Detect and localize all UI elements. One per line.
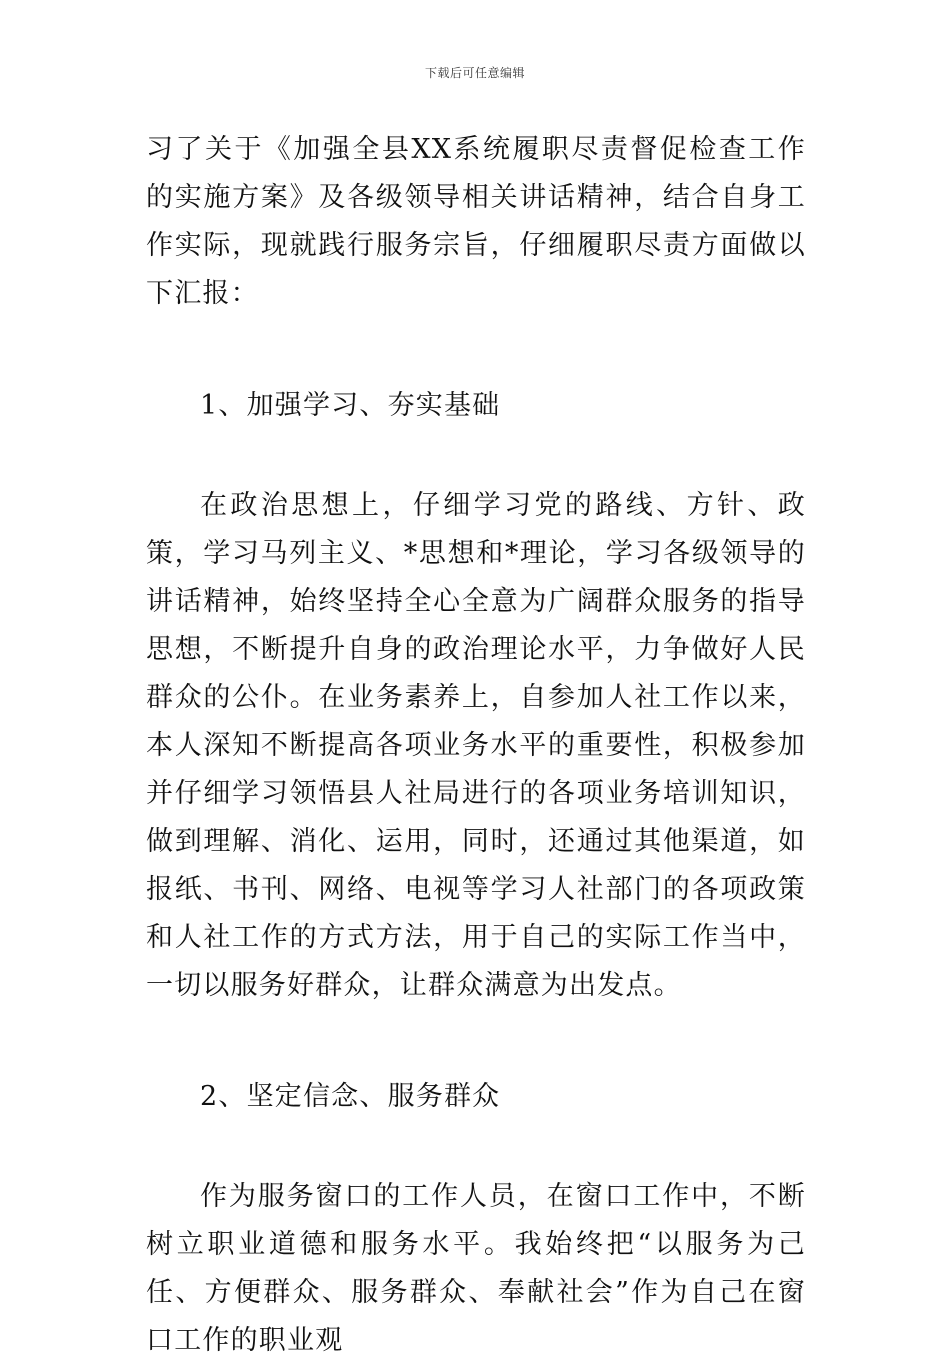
paragraph-spacer	[146, 1121, 806, 1173]
section-heading-2: 2、坚定信念、服务群众	[200, 1081, 501, 1112]
paragraph-spacer	[146, 1010, 806, 1073]
paragraph-study: 在政治思想上，仔细学习党的路线、方针、政策，学习马列主义、*思想和*理论，学习各级领导的讲话精神，始终坚持全心全意为广阔群众服务的指导思想，不断提升自身的政治理论水平，力争做好人民群众的公仆。在业务素养上，自参加人社工作以来，本人深知不断提高各项业务水平的重要性，积极参加并仔细学习领悟县人社局进行的各项业务培训知识，做到理解、消化、运用，同时，还通过其他渠道，如报纸、书刊、网络、电视等学习人社部门的各项政策和人社工作的方式方法，用于自己的实际工作当中，一切以服务好群众，让群众满意为出发点。	[146, 490, 806, 1001]
paragraph-spacer	[146, 430, 806, 482]
paragraph-spacer	[146, 318, 806, 382]
paragraph-service: 作为服务窗口的工作人员，在窗口工作中，不断树立职业道德和服务水平。我始终把“以服务为己任、方便群众、服务群众、奉献社会”作为自己在窗口工作的职业观	[146, 1181, 806, 1356]
document-body	[146, 126, 806, 1365]
section-heading-1: 1、加强学习、夯实基础	[200, 390, 501, 421]
paragraph-intro-continued: 习了关于《加强全县XX系统履职尽责督促检查工作的实施方案》及各级领导相关讲话精神，结合自身工作实际，现就践行服务宗旨，仔细履职尽责方面做以下汇报：	[146, 134, 806, 309]
page-header-note: 下载后可任意编辑	[424, 66, 525, 80]
